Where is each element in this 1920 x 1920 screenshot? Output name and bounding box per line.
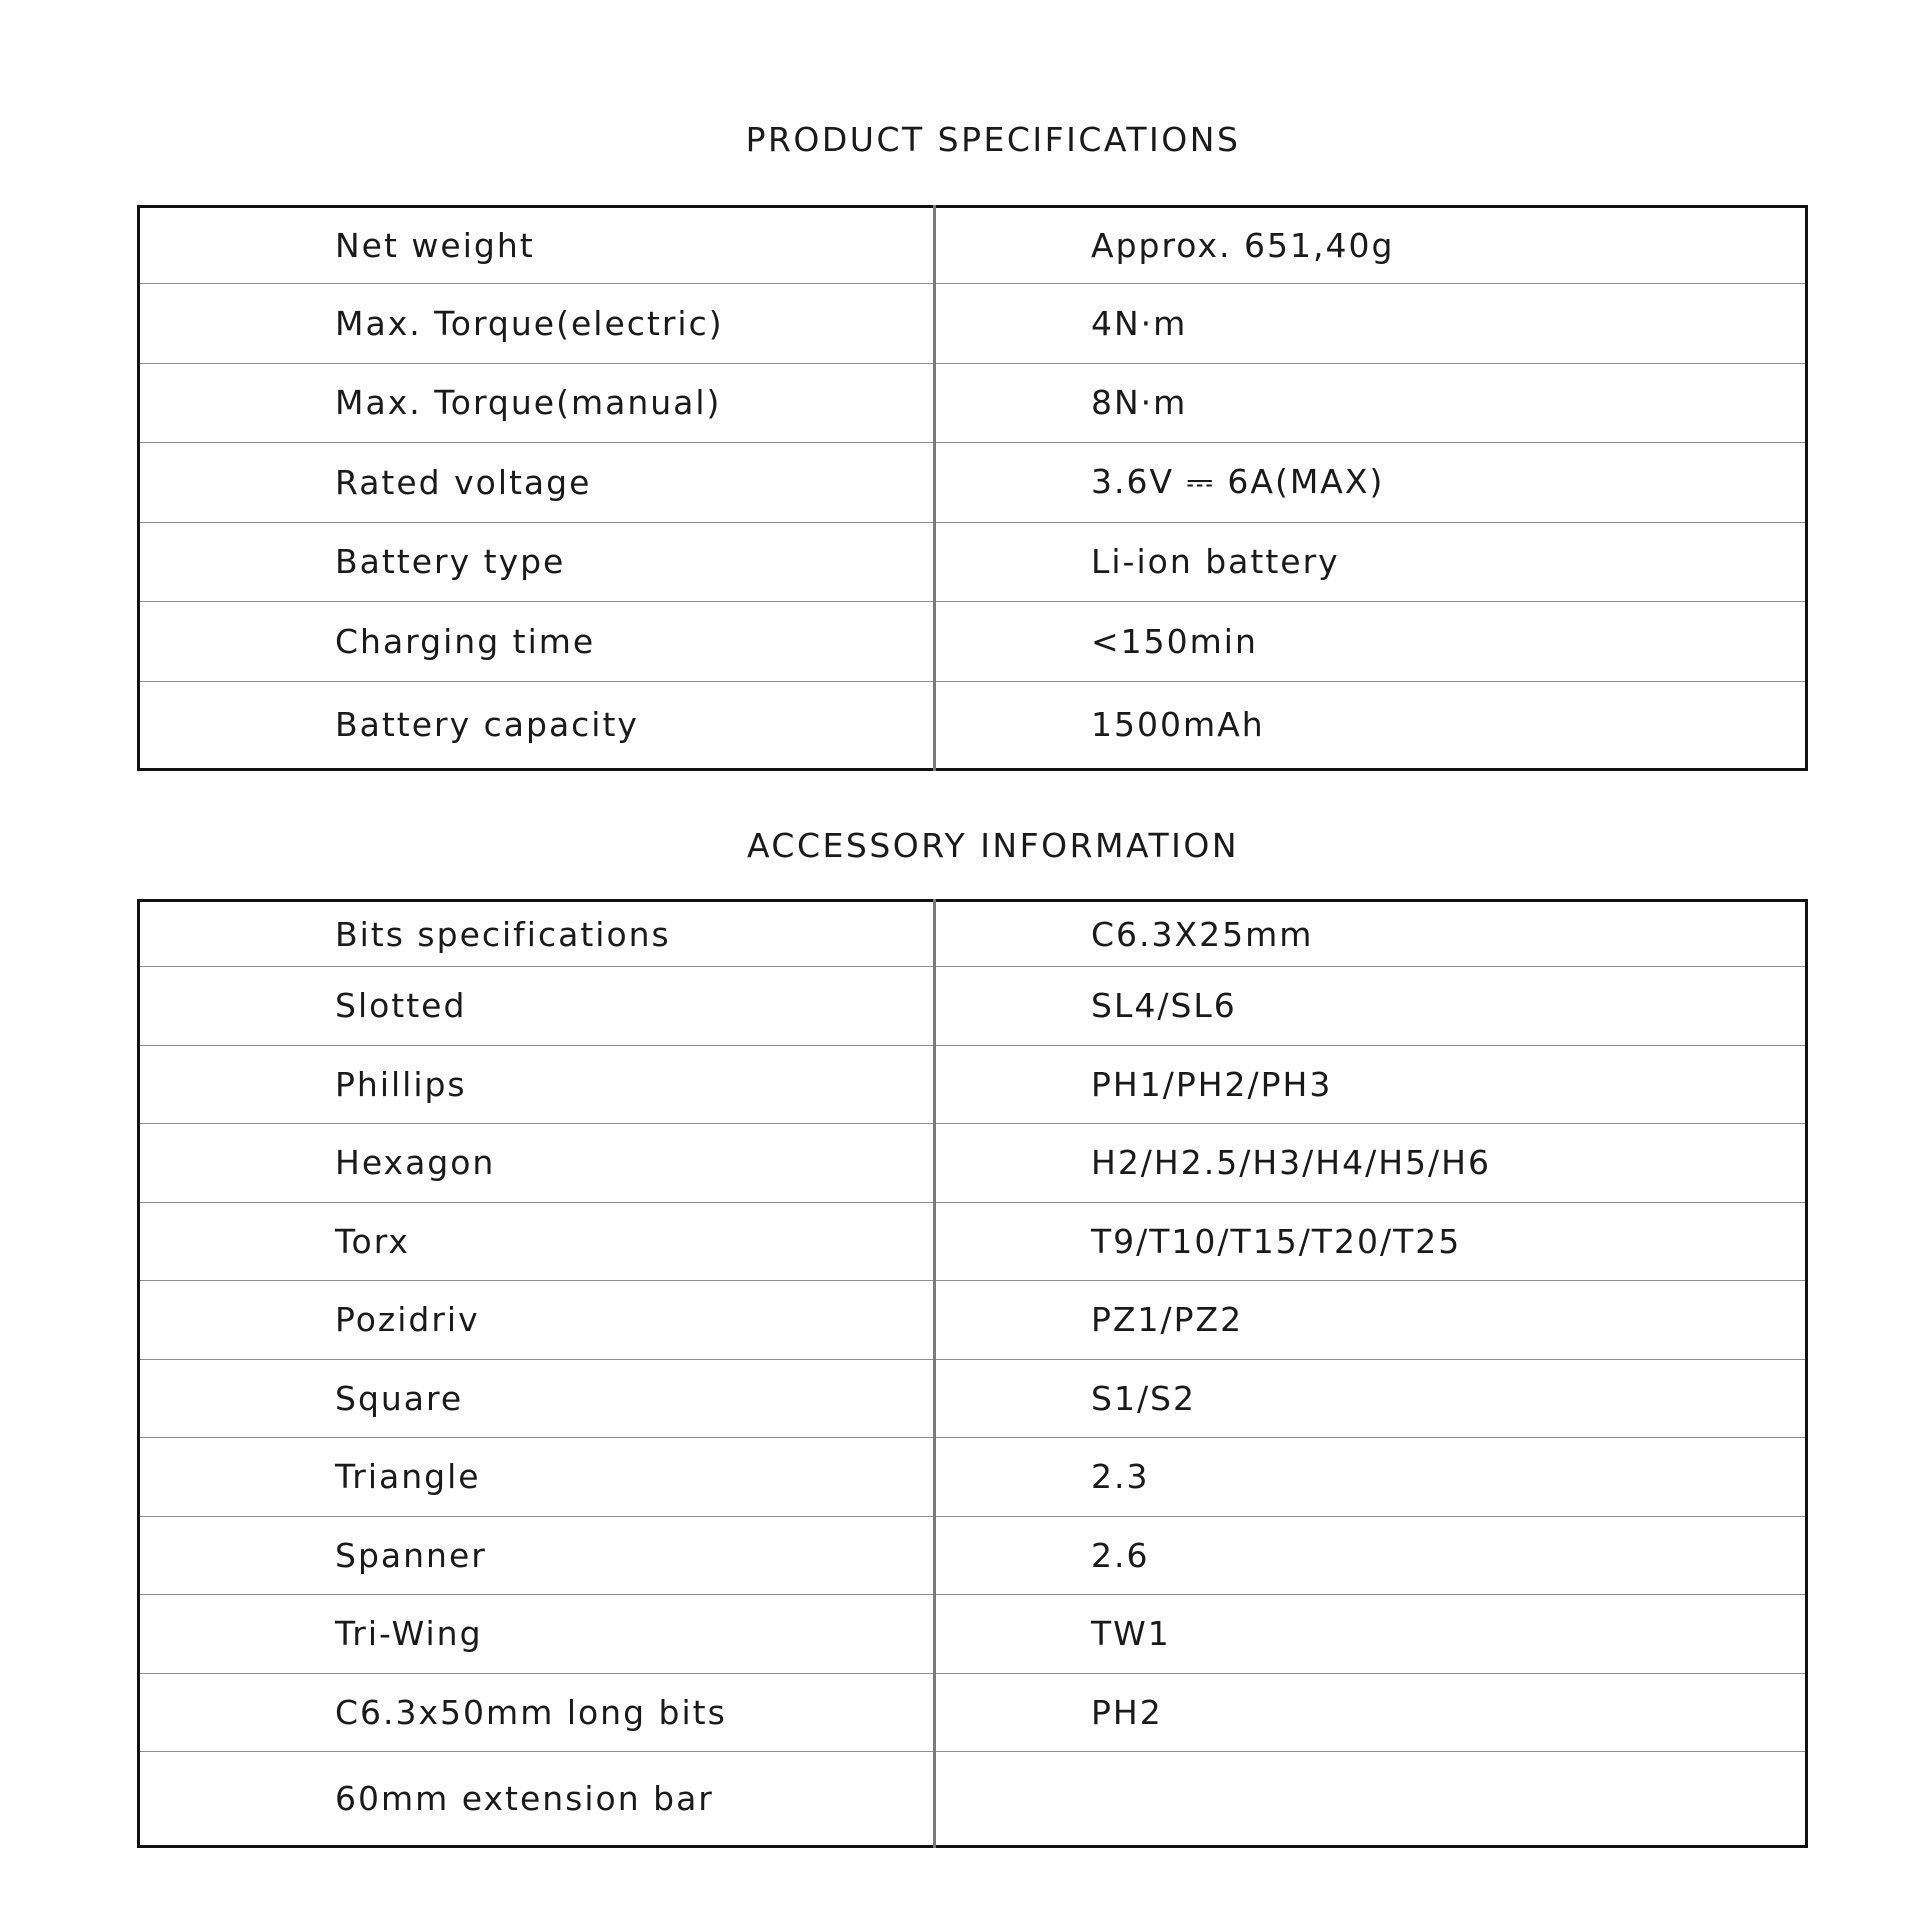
spec-label-charging-time: Charging time — [139, 602, 935, 682]
product-specifications-table — [137, 205, 1808, 771]
spec-label-battery-type: Battery type — [139, 522, 935, 602]
spec-value-battery-capacity: 1500mAh — [935, 681, 1807, 769]
accessory-label-torx: Torx — [139, 1202, 935, 1281]
table-row — [139, 284, 1807, 364]
spec-value-max-torque-manual: 8N·m — [935, 363, 1807, 443]
accessory-label-tri-wing: Tri-Wing — [139, 1595, 935, 1674]
accessory-value-pozidriv: PZ1/PZ2 — [935, 1281, 1807, 1360]
table-row — [139, 1595, 1807, 1674]
accessory-label-hexagon: Hexagon — [139, 1124, 935, 1203]
accessory-information-table — [137, 899, 1808, 1848]
accessory-label-phillips: Phillips — [139, 1045, 935, 1124]
accessory-label-extension-bar: 60mm extension bar — [139, 1752, 935, 1847]
accessory-value-hexagon: H2/H2.5/H3/H4/H5/H6 — [935, 1124, 1807, 1203]
table-row — [139, 1673, 1807, 1752]
accessory-value-square: S1/S2 — [935, 1359, 1807, 1438]
table-row — [139, 1516, 1807, 1595]
spec-label-max-torque-electric: Max. Torque(electric) — [139, 284, 935, 364]
accessory-value-slotted: SL4/SL6 — [935, 967, 1807, 1046]
accessory-value-tri-wing: TW1 — [935, 1595, 1807, 1674]
table-row — [139, 1438, 1807, 1517]
accessory-value-torx: T9/T10/T15/T20/T25 — [935, 1202, 1807, 1281]
spec-label-max-torque-manual: Max. Torque(manual) — [139, 363, 935, 443]
table-row — [139, 443, 1807, 523]
accessory-label-bits-specifications: Bits specifications — [139, 901, 935, 967]
accessory-label-triangle: Triangle — [139, 1438, 935, 1517]
product-specifications-title: PRODUCT SPECIFICATIONS — [745, 120, 1241, 159]
accessory-value-long-bits: PH2 — [935, 1673, 1807, 1752]
table-row — [139, 901, 1807, 967]
accessory-value-extension-bar — [935, 1752, 1807, 1847]
spec-value-charging-time: <150min — [935, 602, 1807, 682]
accessory-label-spanner: Spanner — [139, 1516, 935, 1595]
accessory-label-pozidriv: Pozidriv — [139, 1281, 935, 1360]
accessory-label-slotted: Slotted — [139, 967, 935, 1046]
accessory-value-phillips: PH1/PH2/PH3 — [935, 1045, 1807, 1124]
table-row — [139, 1124, 1807, 1203]
spec-label-rated-voltage: Rated voltage — [139, 443, 935, 523]
spec-value-rated-voltage: 3.6V ⎓ 6A(MAX) — [935, 443, 1807, 523]
spec-label-battery-capacity: Battery capacity — [139, 681, 935, 769]
table-row — [139, 522, 1807, 602]
table-row — [139, 207, 1807, 284]
table-row — [139, 1752, 1807, 1847]
accessory-information-title: ACCESSORY INFORMATION — [746, 826, 1240, 865]
spec-value-max-torque-electric: 4N·m — [935, 284, 1807, 364]
table-row — [139, 1281, 1807, 1360]
table-row — [139, 681, 1807, 769]
table-row — [139, 1045, 1807, 1124]
accessory-value-triangle: 2.3 — [935, 1438, 1807, 1517]
table-row — [139, 602, 1807, 682]
accessory-label-long-bits: C6.3x50mm long bits — [139, 1673, 935, 1752]
spec-value-battery-type: Li-ion battery — [935, 522, 1807, 602]
table-row — [139, 967, 1807, 1046]
accessory-value-bits-specifications: C6.3X25mm — [1091, 914, 1314, 954]
spec-value-net-weight: Approx. 651,40g — [1091, 226, 1395, 265]
table-row — [139, 1359, 1807, 1438]
spec-label-net-weight: Net weight — [139, 207, 935, 284]
table-row — [139, 363, 1807, 443]
accessory-value-spanner: 2.6 — [935, 1516, 1807, 1595]
accessory-label-square: Square — [139, 1359, 935, 1438]
table-row — [139, 1202, 1807, 1281]
